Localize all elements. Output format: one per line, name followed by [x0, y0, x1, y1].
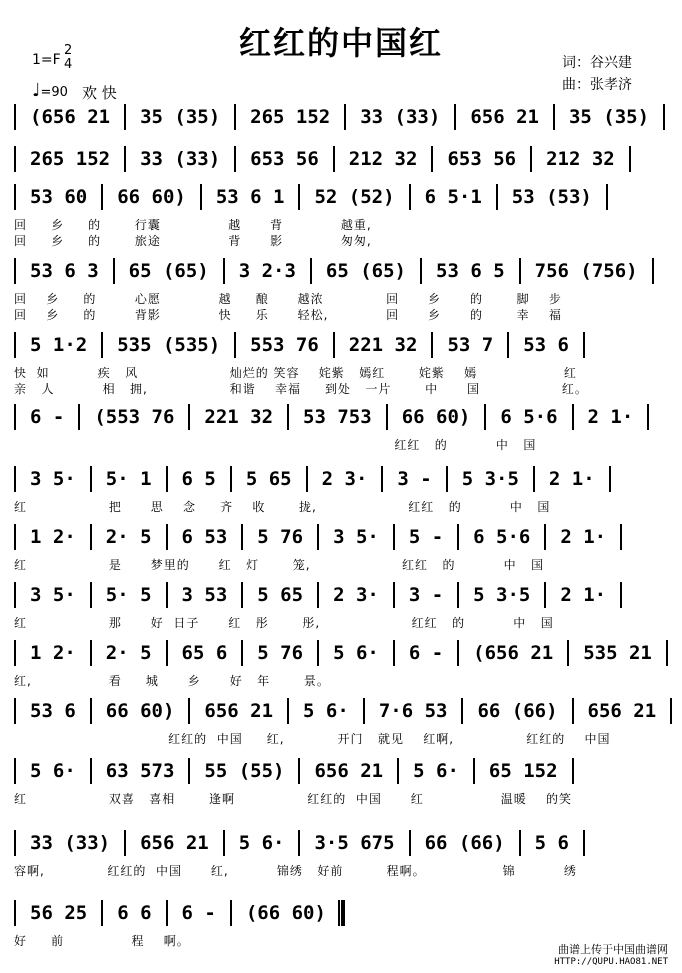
barline — [544, 582, 546, 608]
tempo-marking — [32, 80, 68, 101]
measure: (656 21 — [473, 642, 554, 664]
barline — [14, 404, 16, 430]
barline — [223, 258, 225, 284]
barline — [393, 640, 395, 666]
measure: 1 2· — [30, 642, 76, 664]
measure: 653 56 — [447, 148, 517, 170]
barline — [530, 146, 532, 172]
barline — [393, 524, 395, 550]
barline — [200, 184, 202, 210]
score-line — [14, 830, 670, 888]
performance-style: 欢 快 — [82, 84, 117, 102]
score-line — [14, 698, 670, 756]
measure: 7·6 53 — [378, 700, 448, 722]
barline — [519, 830, 521, 856]
lyrics-row: 快 如 疾 风 灿烂的 笑容 姹紫 嫣红 姹紫 嫣 红 — [14, 366, 577, 380]
barline — [381, 466, 383, 492]
barline — [457, 524, 459, 550]
barline — [241, 524, 243, 550]
tempo-value: =90 — [40, 85, 68, 100]
barline — [457, 582, 459, 608]
measure: 1 2· — [30, 526, 76, 548]
time-signature — [64, 44, 72, 72]
lyrics-row: 红 把 思 念 齐 收 拢, 红红 的 中 国 — [14, 500, 551, 514]
barline — [90, 524, 92, 550]
barline — [572, 404, 574, 430]
barline — [333, 146, 335, 172]
barline — [166, 466, 168, 492]
barline — [363, 698, 365, 724]
measure: 52 (52) — [314, 186, 395, 208]
measure: 5 1·2 — [30, 334, 88, 356]
measure: 656 21 — [140, 832, 209, 854]
barline — [397, 758, 399, 784]
barline — [14, 900, 16, 926]
barline — [666, 640, 668, 666]
notation-row — [14, 258, 668, 284]
score-line — [14, 758, 670, 816]
lyrics-row: 红 双喜 喜相 逢啊 红红的 中国 红 温暖 的笑 — [14, 792, 573, 806]
barline — [420, 258, 422, 284]
lyrics-row: 红红 的 中 国 — [14, 438, 537, 452]
measure: 535 21 — [583, 642, 652, 664]
measure: (656 21 — [30, 106, 111, 128]
measure: 5 76 — [257, 642, 304, 664]
barline — [223, 830, 225, 856]
measure: 3 - — [397, 468, 432, 490]
barline — [166, 524, 168, 550]
score-line — [14, 332, 670, 396]
notation-row — [14, 404, 663, 430]
barline — [14, 104, 16, 130]
measure: 5 6 — [534, 832, 569, 854]
barline — [317, 582, 319, 608]
notation-row — [14, 640, 682, 666]
barline — [457, 640, 459, 666]
measure: 53 6 — [523, 334, 569, 356]
measure: 2 3· — [321, 468, 368, 490]
measure: 53 753 — [303, 406, 372, 428]
barline — [620, 582, 622, 608]
barline — [78, 404, 80, 430]
measure: 66 (66) — [477, 700, 558, 722]
barline — [298, 830, 300, 856]
measure: 3 5· — [30, 584, 76, 606]
barline — [553, 104, 555, 130]
quarter-note-icon: ♩ — [32, 80, 41, 101]
measure: 656 21 — [204, 700, 274, 722]
measure: 53 6 — [30, 700, 76, 722]
notation-row — [14, 758, 588, 784]
measure: 6 - — [30, 406, 65, 428]
barline — [166, 582, 168, 608]
score-line — [14, 582, 670, 640]
measure: 656 21 — [470, 106, 539, 128]
credits — [562, 52, 632, 96]
measure: 5 3·5 — [473, 584, 531, 606]
lyrics-row: 红 那 好 日子 红 彤 彤, 红红 的 中 国 — [14, 616, 554, 630]
barline — [124, 830, 126, 856]
measure: 5 76 — [257, 526, 304, 548]
measure: 53 60 — [30, 186, 88, 208]
lyrics-row: 红 是 梦里的 红 灯 笼, 红红 的 中 国 — [14, 558, 545, 572]
barline — [14, 258, 16, 284]
barline — [298, 184, 300, 210]
barline — [567, 640, 569, 666]
measure: 66 60) — [105, 700, 175, 722]
notation-row — [14, 104, 679, 130]
barline — [431, 146, 433, 172]
measure: 553 76 — [250, 334, 319, 356]
barline — [473, 758, 475, 784]
measure: 6 5·1 — [424, 186, 482, 208]
measure: 5· 1 — [105, 468, 152, 490]
barline — [484, 404, 486, 430]
measure: 212 32 — [348, 148, 418, 170]
measure: 5· 5 — [105, 584, 152, 606]
barline — [14, 524, 16, 550]
measure: 6 - — [408, 642, 444, 664]
measure: 5 6· — [238, 832, 285, 854]
measure: 53 7 — [447, 334, 494, 356]
barline — [90, 640, 92, 666]
barline — [533, 466, 535, 492]
barline — [317, 640, 319, 666]
barline — [519, 258, 521, 284]
notation-row — [14, 900, 357, 926]
measure: 56 25 — [30, 902, 88, 924]
score-line — [14, 640, 670, 698]
notation-row — [14, 582, 636, 608]
lyrics-row: 回 乡 的 旅途 背 影 匆匆, — [14, 234, 372, 248]
barline — [606, 184, 608, 210]
measure: 5 6· — [303, 700, 349, 722]
measure: 63 573 — [105, 760, 175, 782]
footer — [554, 943, 668, 969]
measure: 3 2·3 — [238, 260, 296, 282]
measure: 5 65 — [257, 584, 304, 606]
barline — [241, 640, 243, 666]
score-line — [14, 404, 670, 462]
measure: 2· 5 — [105, 642, 152, 664]
key-signature: 1=F — [32, 52, 61, 68]
barline — [572, 698, 574, 724]
barline — [166, 900, 168, 926]
barline — [652, 258, 654, 284]
measure: 3 5· — [30, 468, 76, 490]
barline — [287, 404, 289, 430]
measure: 6 6 — [117, 902, 152, 924]
measure: 265 152 — [30, 148, 111, 170]
barline — [90, 698, 92, 724]
barline — [454, 104, 456, 130]
barline — [409, 184, 411, 210]
barline — [287, 698, 289, 724]
lyrics-row: 回 乡 的 背影 快 乐 轻松, 回 乡 的 幸 福 — [14, 308, 562, 322]
barline — [188, 758, 190, 784]
barline — [544, 524, 546, 550]
measure: 6 - — [181, 902, 216, 924]
notation-row — [14, 184, 622, 210]
measure: 656 21 — [314, 760, 384, 782]
barline — [14, 146, 16, 172]
barline — [14, 830, 16, 856]
barline — [409, 830, 411, 856]
barline — [14, 698, 16, 724]
measure: 65 152 — [488, 760, 558, 782]
barline — [333, 332, 335, 358]
measure: 65 (65) — [325, 260, 406, 282]
barline — [101, 332, 103, 358]
measure: 2 1· — [548, 468, 595, 490]
measure: 6 5 — [181, 468, 216, 490]
barline — [14, 184, 16, 210]
barline — [620, 524, 622, 550]
measure: 5 - — [408, 526, 444, 548]
time-signature-top: 2 — [64, 43, 73, 58]
barline — [572, 758, 574, 784]
barline — [647, 404, 649, 430]
barline — [344, 104, 346, 130]
measure: 3·5 675 — [314, 832, 395, 854]
notation-row — [14, 332, 599, 358]
barline — [101, 184, 103, 210]
measure: 53 6 5 — [436, 260, 505, 282]
score-line — [14, 258, 670, 322]
time-signature-bottom: 4 — [64, 57, 73, 72]
lyrics-row: 红, 看 城 乡 好 年 景。 — [14, 674, 330, 688]
barline — [124, 146, 126, 172]
barline — [461, 698, 463, 724]
barline — [90, 758, 92, 784]
measure: 2 1· — [560, 584, 607, 606]
barline — [14, 582, 16, 608]
footer-url: HTTP://QUPU.HAO81.NET — [554, 957, 668, 967]
measure: 2 1· — [560, 526, 607, 548]
measure: 265 152 — [250, 106, 331, 128]
notation-row — [14, 698, 682, 724]
barline — [234, 104, 236, 130]
measure: 55 (55) — [204, 760, 285, 782]
barline — [298, 758, 300, 784]
measure: 53 6 1 — [215, 186, 285, 208]
barline — [431, 332, 433, 358]
notation-row — [14, 524, 636, 550]
barline — [583, 830, 585, 856]
measure: 66 60) — [117, 186, 186, 208]
measure: 2 3· — [333, 584, 379, 606]
barline — [609, 466, 611, 492]
lyricist: 词：谷兴建 — [562, 55, 632, 71]
barline — [101, 900, 103, 926]
barline — [230, 900, 232, 926]
measure: 5 65 — [245, 468, 292, 490]
barline — [234, 332, 236, 358]
measure: 5 6· — [30, 760, 76, 782]
measure: 65 6 — [181, 642, 228, 664]
barline — [241, 582, 243, 608]
barline — [629, 146, 631, 172]
measure: 33 (33) — [360, 106, 441, 128]
measure: 221 32 — [204, 406, 274, 428]
barline — [663, 104, 665, 130]
measure: 656 21 — [587, 700, 657, 722]
measure: 35 (35) — [568, 106, 650, 128]
barline — [670, 698, 672, 724]
lyrics-row: 容啊, 红红的 中国 红, 锦绣 好前 程啊。 锦 绣 — [14, 864, 577, 878]
measure: 756 (756) — [534, 260, 638, 282]
barline — [14, 640, 16, 666]
barline — [14, 332, 16, 358]
barline — [446, 466, 448, 492]
measure: 5 6· — [333, 642, 379, 664]
score-line — [14, 184, 670, 248]
barline — [583, 332, 585, 358]
measure: (553 76 — [94, 406, 175, 428]
measure: 2· 5 — [105, 526, 152, 548]
measure: 2 1· — [587, 406, 634, 428]
footer-site: 曲谱上传于中国曲谱网 — [558, 943, 668, 956]
measure: 5 3·5 — [461, 468, 519, 490]
barline — [14, 758, 16, 784]
barline — [496, 184, 498, 210]
notation-row — [14, 146, 645, 172]
barline — [310, 258, 312, 284]
lyrics-row: 回 乡 的 行囊 越 背 越重, — [14, 218, 372, 232]
barline — [338, 900, 345, 926]
measure: 6 53 — [181, 526, 228, 548]
barline — [166, 640, 168, 666]
measure: 65 (65) — [128, 260, 209, 282]
song-title: 红红的中国红 — [238, 24, 443, 62]
measure: 66 60) — [401, 406, 471, 428]
barline — [188, 404, 190, 430]
measure: 33 (33) — [140, 148, 221, 170]
measure: (66 60) — [245, 902, 326, 924]
score-line — [14, 524, 670, 582]
barline — [188, 698, 190, 724]
barline — [113, 258, 115, 284]
lyrics-row: 好 前 程 啊。 — [14, 934, 190, 948]
lyrics-row: 亲 人 相 拥, 和谐 幸福 到处 一片 中 国 红。 — [14, 382, 588, 396]
barline — [90, 466, 92, 492]
measure: 53 (53) — [511, 186, 592, 208]
measure: 3 53 — [181, 584, 228, 606]
measure: 3 5· — [333, 526, 379, 548]
barline — [393, 582, 395, 608]
score-line — [14, 466, 670, 524]
measure: 35 (35) — [140, 106, 221, 128]
notation-row — [14, 830, 599, 856]
measure: 6 5·6 — [500, 406, 558, 428]
measure: 221 32 — [348, 334, 418, 356]
measure: 5 6· — [413, 760, 459, 782]
measure: 53 6 3 — [30, 260, 99, 282]
barline — [306, 466, 308, 492]
barline — [386, 404, 388, 430]
measure: 653 56 — [250, 148, 319, 170]
measure: 66 (66) — [424, 832, 505, 854]
barline — [317, 524, 319, 550]
measure: 212 32 — [546, 148, 615, 170]
lyrics-row: 红红的 中国 红, 开门 就见 红啊, 红红的 中国 — [14, 732, 611, 746]
measure: 3 - — [408, 584, 444, 606]
barline — [124, 104, 126, 130]
notation-row — [14, 466, 625, 492]
barline — [230, 466, 232, 492]
barline — [507, 332, 509, 358]
composer: 曲：张孝济 — [562, 77, 632, 93]
lyrics-row: 回 乡 的 心愿 越 酿 越浓 回 乡 的 脚 步 — [14, 292, 562, 306]
barline — [14, 466, 16, 492]
measure: 535 (535) — [117, 334, 221, 356]
measure: 33 (33) — [30, 832, 111, 854]
barline — [234, 146, 236, 172]
measure: 6 5·6 — [473, 526, 531, 548]
barline — [90, 582, 92, 608]
